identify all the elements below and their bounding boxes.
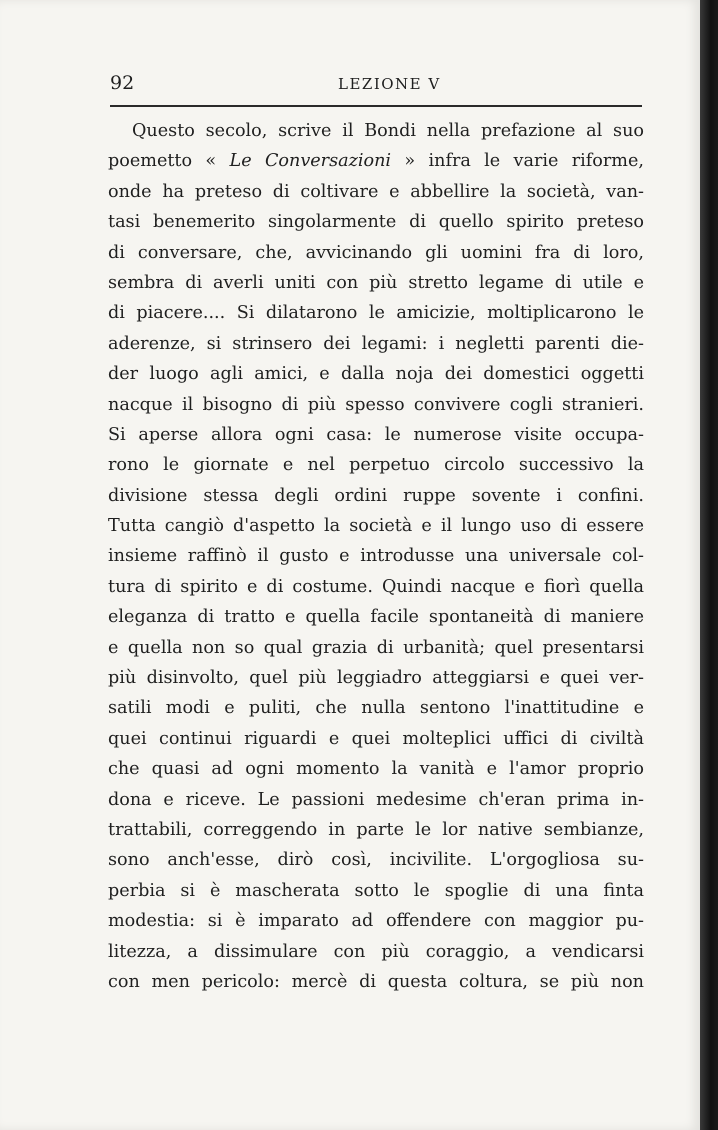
- text-line: perbia si è mascherata sotto le spoglie di una finta: [108, 880, 644, 901]
- text-line: Si aperse allora ogni casa: le numerose visite occupa-: [108, 424, 644, 445]
- text-line: sembra di averli uniti con più stretto legame di utile e: [108, 272, 644, 293]
- text-line: poemetto « Le Conversazioni » infra le varie riforme,: [108, 151, 644, 172]
- text-line: insieme raffinò il gusto e introdusse una universale col-: [108, 546, 644, 567]
- text-line: dona e riceve. Le passioni medesime ch'eran prima in-: [108, 789, 644, 810]
- text-line: satili modi e puliti, che nulla sentono l'inattitudine e: [108, 698, 644, 719]
- italic-title: Le Conversazioni: [229, 151, 392, 172]
- page-header: [110, 70, 640, 102]
- text-line: divisione stessa degli ordini ruppe sovente i confini.: [108, 485, 644, 506]
- text-line: quei continui riguardi e quei molteplici uffici di civiltà: [108, 728, 644, 749]
- text-line: che quasi ad ogni momento la vanità e l'amor proprio: [108, 759, 644, 780]
- text-line: e quella non so qual grazia di urbanità; quel presentarsi: [108, 637, 644, 658]
- text-line: rono le giornate e nel perpetuo circolo successivo la: [108, 455, 644, 476]
- header-rule: [110, 105, 642, 107]
- text-line: onde ha preteso di coltivare e abbellire la società, van-: [108, 181, 644, 202]
- text-line: sono anch'esse, dirò così, incivilite. L'orgogliosa su-: [108, 850, 644, 871]
- text-line: con men pericolo: mercè di questa coltura, se più non: [108, 971, 644, 992]
- text-line: Questo secolo, scrive il Bondi nella prefazione al suo: [132, 121, 644, 141]
- page-number: 92: [110, 72, 135, 94]
- text-line: Tutta cangiò d'aspetto la società e il lungo uso di essere: [108, 516, 644, 537]
- text-line: der luogo agli amici, e dalla noja dei domestici oggetti: [108, 364, 644, 385]
- text-line: più disinvolto, quel più leggiadro atteggiarsi e quei ver-: [108, 668, 644, 689]
- text-line: nacque il bisogno di più spesso convivere cogli stranieri.: [108, 394, 644, 415]
- text-line: di conversare, che, avvicinando gli uomini fra di loro,: [108, 242, 644, 263]
- text-line: tasi benemerito singolarmente di quello spirito preteso: [108, 212, 644, 233]
- text-line: aderenze, si strinsero dei legami: i negletti parenti die-: [108, 333, 644, 354]
- page-edge-shadow: [700, 0, 718, 1130]
- text-line: litezza, a dissimulare con più coraggio, a vendicarsi: [108, 941, 644, 962]
- text-line: trattabili, correggendo in parte le lor native sembianze,: [108, 819, 644, 840]
- text-line: di piacere.... Si dilatarono le amicizie, moltiplicarono le: [108, 303, 644, 324]
- running-title: LEZIONE V: [338, 75, 441, 93]
- text-line: modestia: si è imparato ad offendere con maggior pu-: [108, 911, 644, 932]
- body-text: [108, 116, 644, 997]
- text-line: tura di spirito e di costume. Quindi nacque e fiorì quella: [108, 576, 644, 597]
- text-line: eleganza di tratto e quella facile spontaneità di maniere: [108, 607, 644, 628]
